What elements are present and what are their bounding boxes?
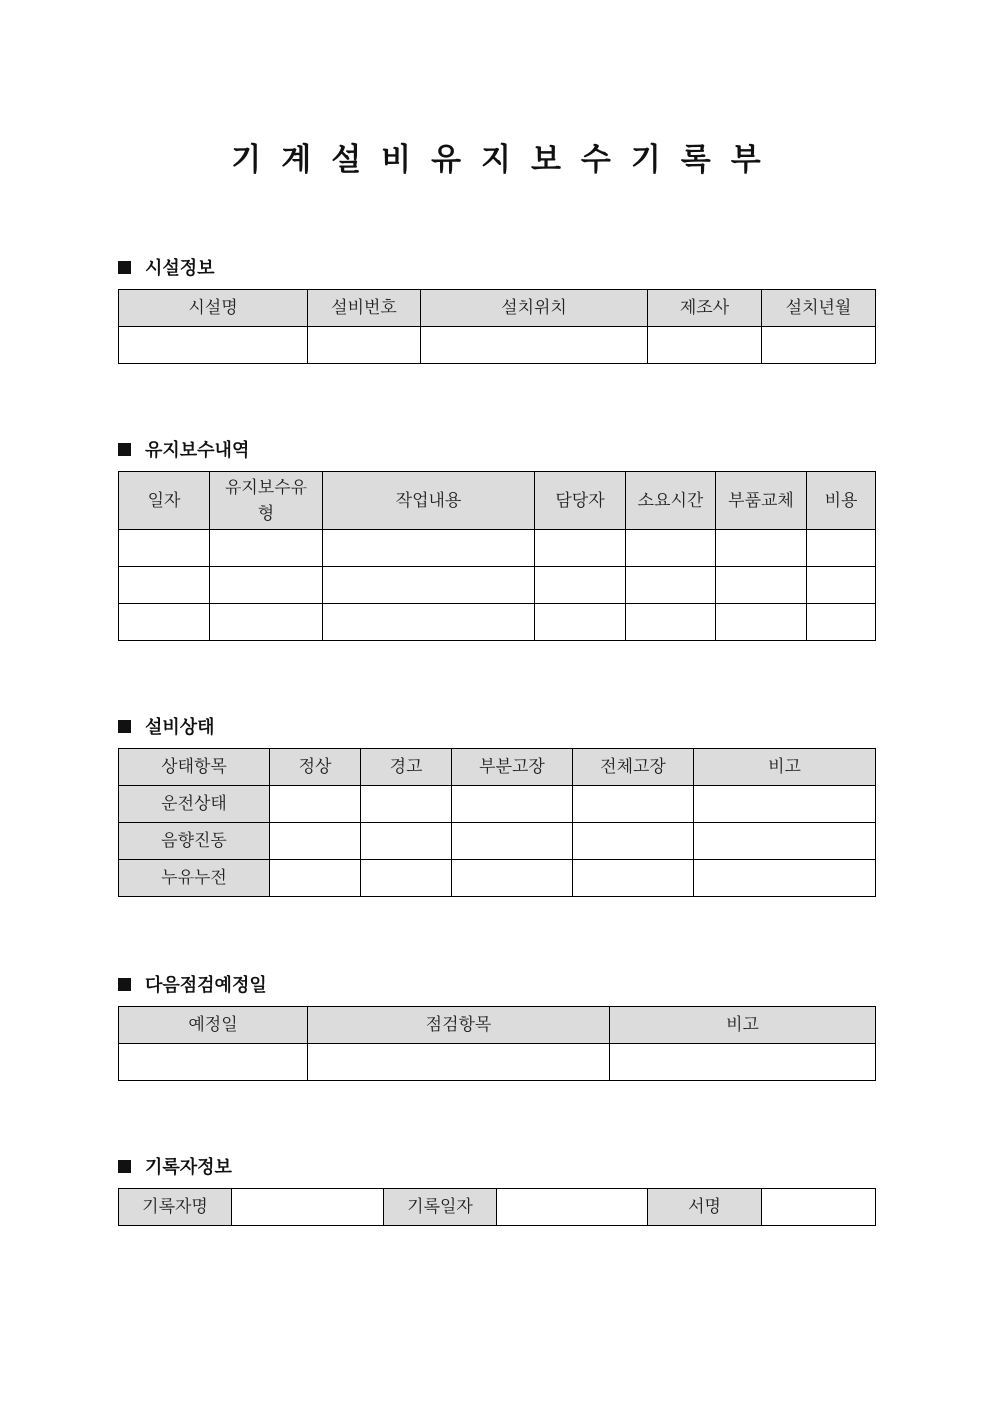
section-heading-label: 시설정보 — [145, 258, 215, 279]
manufacturer-cell[interactable] — [648, 327, 762, 364]
column-header: 비고 — [610, 1007, 876, 1044]
type-cell[interactable] — [210, 530, 323, 567]
column-header: 정상 — [270, 749, 361, 786]
normal-cell[interactable] — [270, 786, 361, 823]
scheduled-date-cell[interactable] — [119, 1044, 308, 1081]
table-row — [119, 604, 876, 641]
column-header: 예정일 — [119, 1007, 308, 1044]
remarks-cell[interactable] — [694, 823, 876, 860]
date-cell[interactable] — [119, 604, 210, 641]
record-date-label: 기록일자 — [384, 1189, 497, 1226]
maintenance-table — [118, 471, 876, 641]
section-heading-status — [118, 713, 215, 739]
column-header: 상태항목 — [119, 749, 270, 786]
table-row — [119, 823, 876, 860]
page-title: 기계설비유지보수기록부 — [231, 142, 781, 178]
signature-cell[interactable] — [762, 1189, 876, 1226]
type-cell[interactable] — [210, 604, 323, 641]
cost-cell[interactable] — [807, 530, 876, 567]
warning-cell[interactable] — [361, 786, 452, 823]
record-date-cell[interactable] — [497, 1189, 648, 1226]
column-header: 제조사 — [648, 290, 762, 327]
column-header: 부품교체 — [716, 472, 807, 530]
signature-label: 서명 — [648, 1189, 762, 1226]
table-row — [119, 786, 876, 823]
warning-cell[interactable] — [361, 823, 452, 860]
table-row — [119, 327, 876, 364]
column-header: 유지보수유형 — [210, 472, 323, 530]
facility-name-cell[interactable] — [119, 327, 308, 364]
table-row — [119, 1189, 876, 1226]
recorder-table — [118, 1188, 876, 1226]
equipment-number-cell[interactable] — [308, 327, 421, 364]
parts-cell[interactable] — [716, 530, 807, 567]
section-heading-recorder — [118, 1153, 232, 1179]
partial-failure-cell[interactable] — [452, 860, 573, 897]
square-bullet-icon — [118, 443, 131, 456]
next-inspection-table — [118, 1006, 876, 1081]
column-header: 설치년월 — [762, 290, 876, 327]
assignee-cell[interactable] — [535, 530, 626, 567]
column-header: 부분고장 — [452, 749, 573, 786]
section-heading-label: 설비상태 — [145, 717, 215, 738]
install-location-cell[interactable] — [421, 327, 648, 364]
table-row — [119, 1044, 876, 1081]
column-header: 담당자 — [535, 472, 626, 530]
inspection-items-cell[interactable] — [308, 1044, 610, 1081]
recorder-name-cell[interactable] — [232, 1189, 384, 1226]
square-bullet-icon — [118, 978, 131, 991]
status-item-label: 운전상태 — [119, 786, 270, 823]
normal-cell[interactable] — [270, 823, 361, 860]
status-item-label: 음향진동 — [119, 823, 270, 860]
total-failure-cell[interactable] — [573, 786, 694, 823]
work-content-cell[interactable] — [323, 567, 535, 604]
assignee-cell[interactable] — [535, 604, 626, 641]
section-heading-maintenance — [118, 436, 249, 462]
partial-failure-cell[interactable] — [452, 823, 573, 860]
normal-cell[interactable] — [270, 860, 361, 897]
table-row — [119, 860, 876, 897]
facility-table — [118, 289, 876, 364]
total-failure-cell[interactable] — [573, 860, 694, 897]
remarks-cell[interactable] — [610, 1044, 876, 1081]
table-row — [119, 567, 876, 604]
column-header: 점검항목 — [308, 1007, 610, 1044]
parts-cell[interactable] — [716, 604, 807, 641]
assignee-cell[interactable] — [535, 567, 626, 604]
column-header: 설비번호 — [308, 290, 421, 327]
column-header: 경고 — [361, 749, 452, 786]
duration-cell[interactable] — [626, 530, 716, 567]
partial-failure-cell[interactable] — [452, 786, 573, 823]
type-cell[interactable] — [210, 567, 323, 604]
column-header: 설치위치 — [421, 290, 648, 327]
date-cell[interactable] — [119, 567, 210, 604]
column-header: 시설명 — [119, 290, 308, 327]
work-content-cell[interactable] — [323, 604, 535, 641]
cost-cell[interactable] — [807, 567, 876, 604]
date-cell[interactable] — [119, 530, 210, 567]
section-heading-label: 다음점검예정일 — [145, 975, 267, 996]
warning-cell[interactable] — [361, 860, 452, 897]
square-bullet-icon — [118, 261, 131, 274]
parts-cell[interactable] — [716, 567, 807, 604]
remarks-cell[interactable] — [694, 786, 876, 823]
recorder-name-label: 기록자명 — [119, 1189, 232, 1226]
square-bullet-icon — [118, 720, 131, 733]
cost-cell[interactable] — [807, 604, 876, 641]
install-date-cell[interactable] — [762, 327, 876, 364]
remarks-cell[interactable] — [694, 860, 876, 897]
duration-cell[interactable] — [626, 604, 716, 641]
column-header: 작업내용 — [323, 472, 535, 530]
section-heading-next-inspection — [118, 971, 267, 997]
column-header: 소요시간 — [626, 472, 716, 530]
column-header: 일자 — [119, 472, 210, 530]
column-header: 전체고장 — [573, 749, 694, 786]
square-bullet-icon — [118, 1160, 131, 1173]
status-table — [118, 748, 876, 897]
table-row — [119, 530, 876, 567]
column-header: 비용 — [807, 472, 876, 530]
total-failure-cell[interactable] — [573, 823, 694, 860]
status-item-label: 누유누전 — [119, 860, 270, 897]
section-heading-facility — [118, 254, 215, 280]
section-heading-label: 기록자정보 — [145, 1157, 232, 1178]
section-heading-label: 유지보수내역 — [145, 440, 250, 461]
duration-cell[interactable] — [626, 567, 716, 604]
column-header: 비고 — [694, 749, 876, 786]
work-content-cell[interactable] — [323, 530, 535, 567]
